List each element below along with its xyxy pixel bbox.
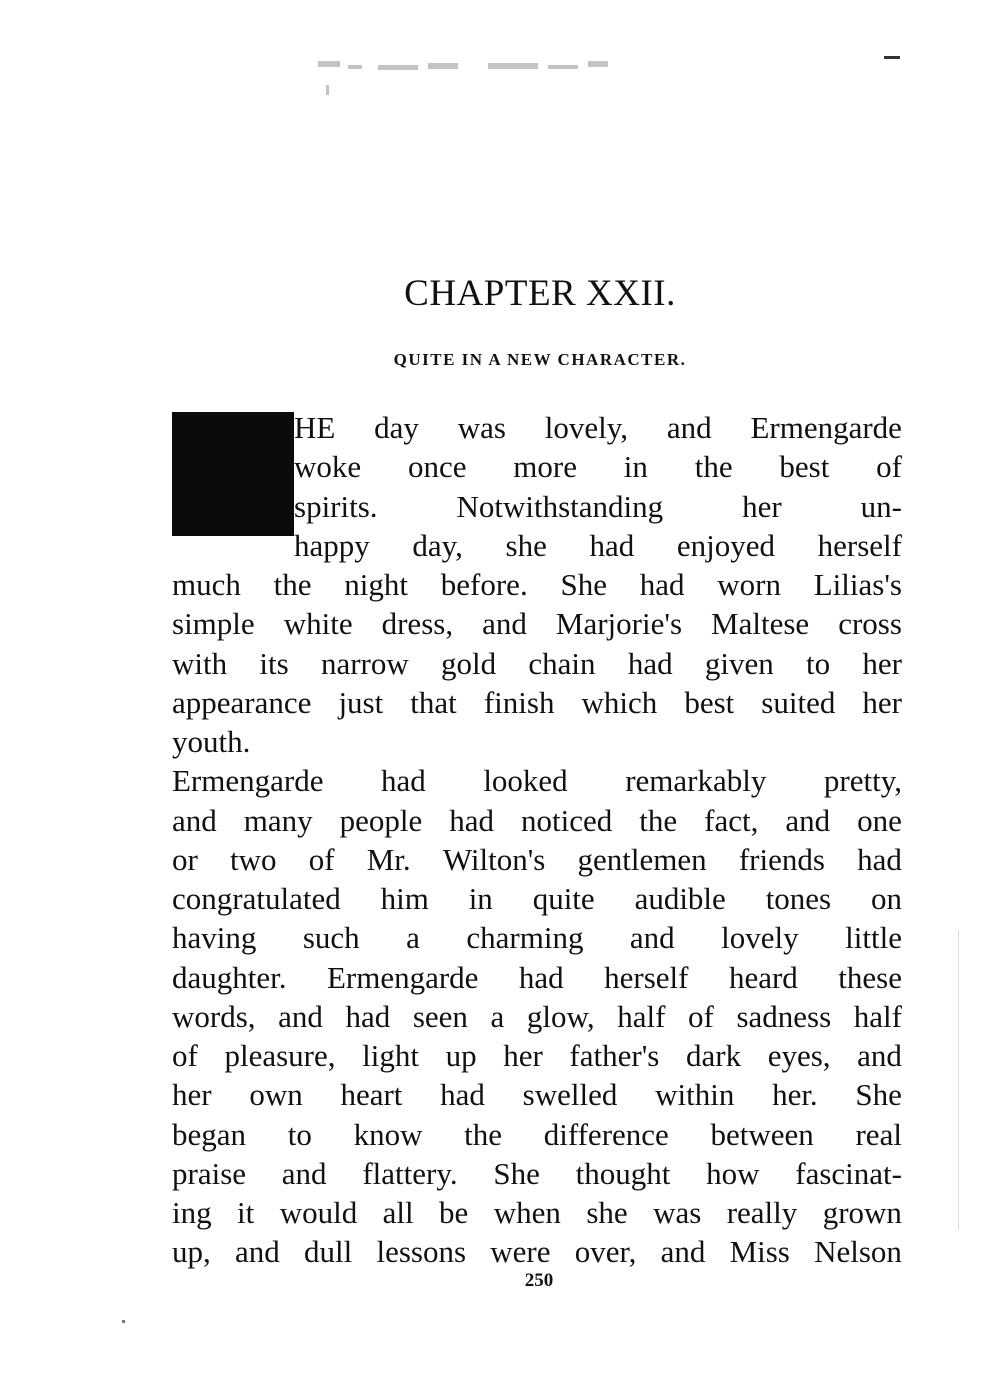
chapter-subtitle: QUITE IN A NEW CHARACTER. (393, 350, 687, 369)
text-line: or two of Mr. Wilton's gentlemen friends had (172, 841, 902, 877)
text-line: congratulated him in quite audible tones on (172, 881, 902, 916)
text-line: happy day, she had enjoyed herself (294, 527, 902, 563)
text-line: much the night before. She had worn Lilias's (172, 567, 902, 602)
text-line: spirits. Notwithstanding her un- (294, 488, 902, 524)
text-line: and many people had noticed the fact, and one (172, 802, 902, 838)
drop-cap-letter: T (172, 412, 173, 413)
text-line: having such a charming and lovely little (172, 920, 902, 956)
corner-mark (884, 56, 900, 59)
text-line: woke once more in the best of (294, 449, 902, 485)
text-line: HE day was lovely, and Ermengarde (294, 410, 902, 445)
text-line: began to know the difference between real (172, 1116, 902, 1152)
text-line: with its narrow gold chain had given to her (172, 645, 902, 681)
text-line: simple white dress, and Marjorie's Maltese cross (172, 606, 902, 642)
paper-speck (122, 1320, 125, 1323)
page-number: 250 (524, 1270, 554, 1291)
drop-cap-block (172, 412, 294, 536)
text-line: appearance just that finish which best suited her (172, 684, 902, 720)
text-line: of pleasure, light up her father's dark eyes, and (172, 1038, 902, 1073)
text-line: words, and had seen a glow, half of sadness half (172, 998, 902, 1034)
text-line: praise and flattery. She thought how fascinat- (172, 1155, 902, 1191)
text-line: ing it would all be when she was really grown (172, 1195, 902, 1230)
bleed-through-smudge (318, 55, 618, 105)
chapter-title: CHAPTER XXII. (404, 273, 676, 314)
text-line: Ermengarde had looked remarkably pretty, (172, 763, 902, 799)
text-line: her own heart had swelled within her. She (172, 1077, 902, 1113)
page-edge-shadow (958, 930, 959, 1230)
text-line: up, and dull lessons were over, and Miss Nelson (172, 1234, 902, 1270)
text-line: youth. (172, 724, 251, 759)
text-line: daughter. Ermengarde had herself heard these (172, 959, 902, 995)
